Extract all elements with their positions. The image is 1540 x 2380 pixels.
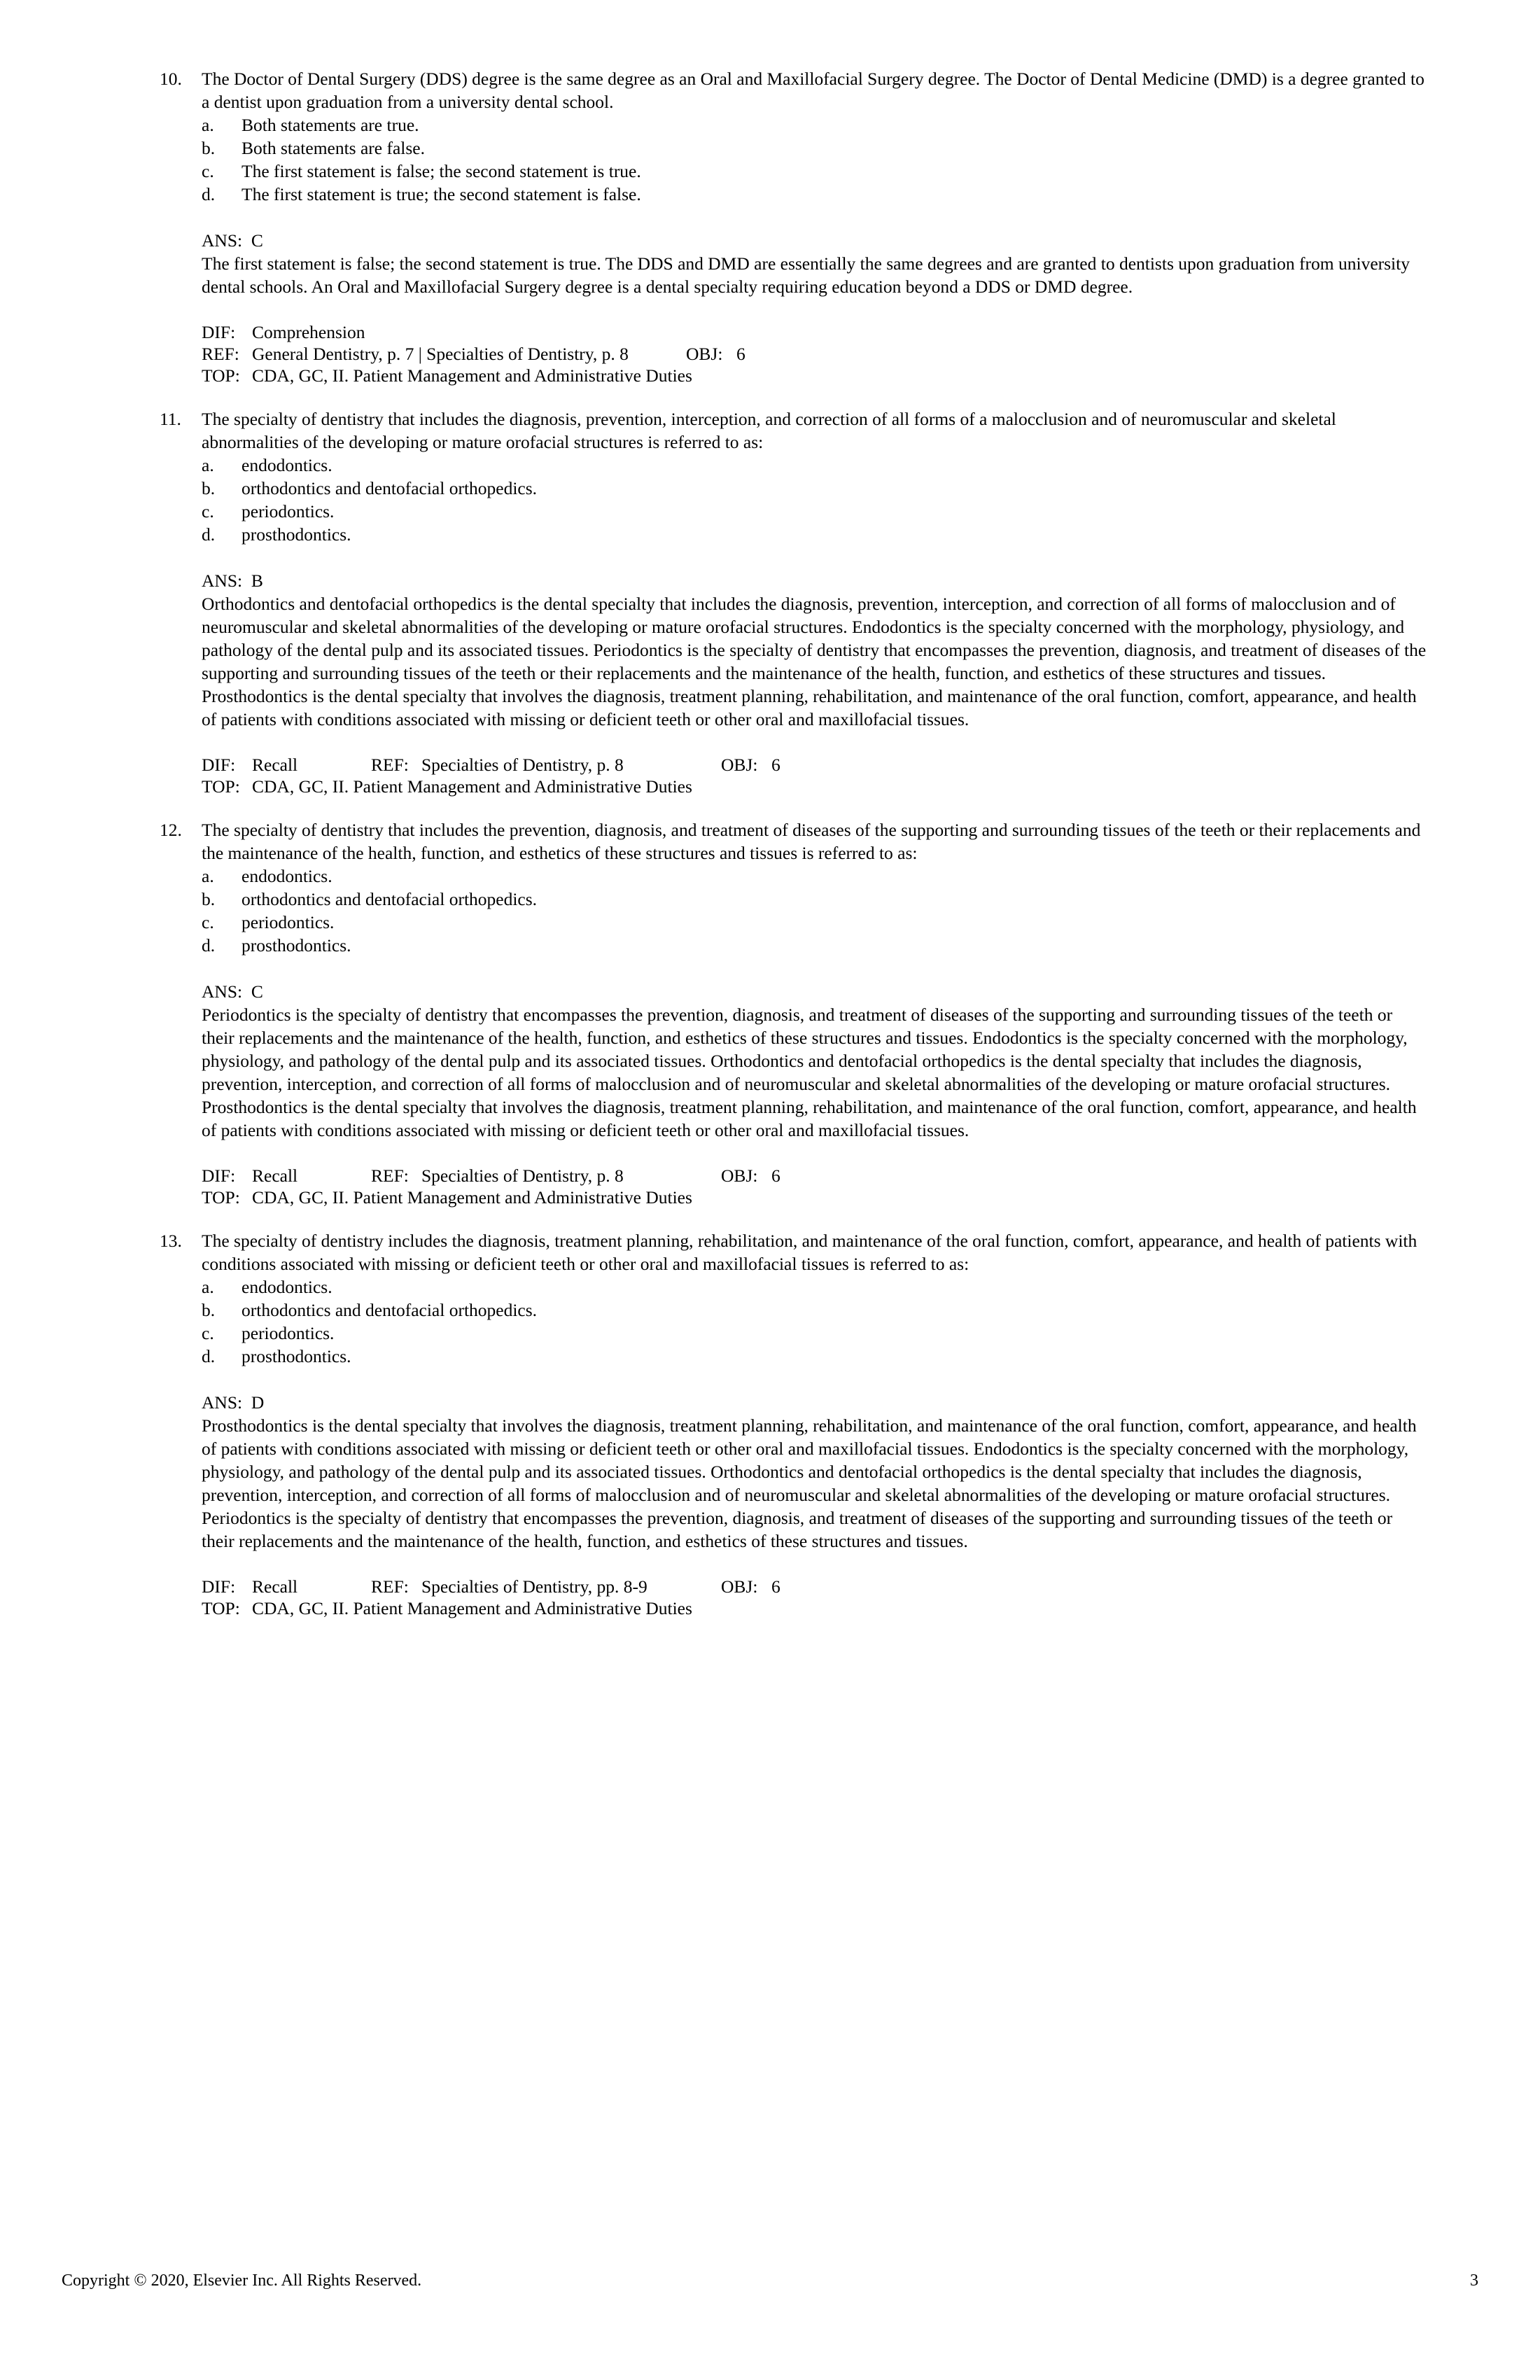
- top-label: TOP:: [202, 1598, 240, 1618]
- option-letter: b.: [202, 138, 216, 158]
- obj-label: OBJ:: [686, 344, 723, 364]
- option-text: orthodontics and dentofacial orthopedics.: [241, 1300, 538, 1320]
- metadata-top-row: [202, 365, 1428, 386]
- option-text: orthodontics and dentofacial orthopedics.: [241, 478, 538, 498]
- dif-value: Comprehension: [252, 322, 365, 342]
- dif-label: DIF:: [202, 1576, 236, 1597]
- question-block-10: [160, 67, 1428, 386]
- option-text: periodontics.: [241, 912, 335, 932]
- answer-options-list: [160, 113, 1428, 206]
- option-letter: a.: [202, 115, 214, 135]
- option-text: periodontics.: [241, 1323, 335, 1343]
- question-number: 12.: [160, 820, 182, 840]
- option-letter: a.: [202, 1277, 214, 1297]
- answer-rationale: The first statement is false; the second statement is true. The DDS and DMD are essentially the same degrees and are granted to dentists upon graduation from university dental schools. An Oral and Maxillofacial Surgery degree is a dental specialty requiring education beyond a DDS or DMD degree.: [202, 253, 1410, 297]
- top-label: TOP:: [202, 1187, 240, 1208]
- option-row[interactable]: [202, 454, 1428, 477]
- metadata-block: [160, 1165, 1428, 1208]
- option-text: Both statements are false.: [241, 138, 425, 158]
- metadata-dif-row: [202, 321, 1428, 343]
- option-letter: c.: [202, 161, 214, 181]
- option-letter: c.: [202, 912, 214, 932]
- ref-label: REF:: [371, 1166, 409, 1186]
- question-number: 13.: [160, 1231, 182, 1251]
- answer-options-list: [160, 864, 1428, 957]
- option-text: Both statements are true.: [241, 115, 419, 135]
- option-letter: a.: [202, 866, 214, 886]
- answer-line: ANS: C: [202, 981, 263, 1002]
- option-letter: d.: [202, 184, 216, 204]
- question-stem-row: [160, 407, 1428, 454]
- obj-value: 6: [771, 1166, 780, 1186]
- ref-label: REF:: [371, 1576, 409, 1597]
- answer-rationale: Orthodontics and dentofacial orthopedics is the dental specialty that includes the diagnosis, prevention, interception, and correction of all forms of malocclusion and of neuromuscular and skeletal abnormalities of the developing or mature orofacial structures. Endodontics is the specialty concerned with the morphology, physiology, and pathology of the dental pulp and its associated tissues. Periodontics is the specialty of dentistry that encompasses the prevention, diagnosis, and treatment of diseases of the supporting and surrounding tissues of the teeth or their replacements and the maintenance of the health, function, and esthetics of these structures and tissues. Prosthodontics is the dental specialty that involves the diagnosis, treatment planning, rehabilitation, and maintenance of the oral function, comfort, appearance, and health of patients with conditions associated with missing or deficient teeth or other oral and maxillofacial tissues.: [202, 594, 1427, 729]
- question-block-11: [160, 407, 1428, 797]
- question-stem: The Doctor of Dental Surgery (DDS) degree is the same degree as an Oral and Maxillofacial Surgery degree. The Doctor of Dental Medicine (DMD) is a degree granted to a dentist upon graduation from a university dental school.: [202, 69, 1424, 112]
- copyright-notice: Copyright © 2020, Elsevier Inc. All Rights Reserved.: [62, 2272, 422, 2290]
- dif-value: Recall: [252, 1576, 298, 1597]
- question-number: 11.: [160, 409, 181, 429]
- obj-value: 6: [771, 1576, 780, 1597]
- ref-value: Specialties of Dentistry, p. 8: [421, 1166, 624, 1186]
- answer-line: ANS: D: [202, 1392, 265, 1413]
- option-row[interactable]: [202, 934, 1428, 957]
- dif-label: DIF:: [202, 1166, 236, 1186]
- answer-block: [160, 229, 1428, 298]
- option-letter: b.: [202, 1300, 216, 1320]
- option-row[interactable]: [202, 160, 1428, 183]
- option-text: endodontics.: [241, 455, 332, 475]
- answer-block: [160, 980, 1428, 1142]
- metadata-dif-ref-obj-row: [202, 1165, 1428, 1186]
- option-text: The first statement is false; the second statement is true.: [241, 161, 641, 181]
- option-letter: d.: [202, 1346, 216, 1366]
- option-text: endodontics.: [241, 1277, 332, 1297]
- option-text: orthodontics and dentofacial orthopedics.: [241, 889, 538, 909]
- top-value: CDA, GC, II. Patient Management and Administrative Duties: [252, 1187, 692, 1208]
- top-label: TOP:: [202, 776, 240, 797]
- option-letter: a.: [202, 455, 214, 475]
- question-number: 10.: [160, 69, 182, 89]
- metadata-block: [160, 1576, 1428, 1619]
- option-text: endodontics.: [241, 866, 332, 886]
- option-row[interactable]: [202, 477, 1428, 500]
- option-letter: b.: [202, 889, 216, 909]
- option-row[interactable]: [202, 911, 1428, 934]
- option-row[interactable]: [202, 500, 1428, 523]
- dif-label: DIF:: [202, 755, 236, 775]
- obj-label: OBJ:: [721, 1576, 758, 1597]
- option-row[interactable]: [202, 136, 1428, 160]
- obj-label: OBJ:: [721, 1166, 758, 1186]
- option-row[interactable]: [202, 523, 1428, 546]
- answer-options-list: [160, 1275, 1428, 1368]
- option-text: The first statement is true; the second statement is false.: [241, 184, 641, 204]
- option-row[interactable]: [202, 183, 1428, 206]
- question-stem-row: [160, 818, 1428, 864]
- ref-value: General Dentistry, p. 7 | Specialties of Dentistry, p. 8: [252, 344, 629, 364]
- option-row[interactable]: [202, 113, 1428, 136]
- option-row[interactable]: [202, 1298, 1428, 1322]
- metadata-top-row: [202, 1597, 1428, 1619]
- ref-label: REF:: [202, 344, 239, 364]
- obj-value: 6: [771, 755, 780, 775]
- option-letter: c.: [202, 501, 214, 522]
- answer-block: [160, 1391, 1428, 1553]
- question-stem: The specialty of dentistry that includes the prevention, diagnosis, and treatment of diseases of the supporting and surrounding tissues of the teeth or their replacements and the maintenance of the health, function, and esthetics of these structures and tissues is referred to as:: [202, 820, 1421, 863]
- metadata-top-row: [202, 1186, 1428, 1208]
- metadata-block: [160, 321, 1428, 386]
- option-row[interactable]: [202, 1345, 1428, 1368]
- answer-block: [160, 569, 1428, 731]
- question-block-12: [160, 818, 1428, 1208]
- metadata-block: [160, 754, 1428, 797]
- question-stem-row: [160, 1229, 1428, 1275]
- obj-label: OBJ:: [721, 755, 758, 775]
- option-text: prosthodontics.: [241, 1346, 351, 1366]
- top-value: CDA, GC, II. Patient Management and Administrative Duties: [252, 776, 692, 797]
- top-value: CDA, GC, II. Patient Management and Administrative Duties: [252, 365, 692, 386]
- metadata-dif-ref-obj-row: [202, 1576, 1428, 1597]
- option-letter: c.: [202, 1323, 214, 1343]
- page-footer: [62, 2270, 1478, 2291]
- option-text: periodontics.: [241, 501, 335, 522]
- dif-value: Recall: [252, 755, 298, 775]
- answer-options-list: [160, 454, 1428, 546]
- option-row[interactable]: [202, 888, 1428, 911]
- option-row[interactable]: [202, 1322, 1428, 1345]
- ref-label: REF:: [371, 755, 409, 775]
- option-letter: d.: [202, 935, 216, 955]
- obj-value: 6: [736, 344, 746, 364]
- option-text: prosthodontics.: [241, 935, 351, 955]
- ref-value: Specialties of Dentistry, pp. 8-9: [421, 1576, 648, 1597]
- answer-line: ANS: C: [202, 230, 263, 251]
- top-label: TOP:: [202, 365, 240, 386]
- question-stem: The specialty of dentistry includes the diagnosis, treatment planning, rehabilitation, and maintenance of the oral function, comfort, appearance, and health of patients with conditions associated with missing or deficient teeth or other oral and maxillofacial tissues is referred to as:: [202, 1231, 1418, 1274]
- questions-container: [160, 67, 1428, 1619]
- metadata-top-row: [202, 776, 1428, 797]
- option-letter: b.: [202, 478, 216, 498]
- page-number: 3: [1470, 2272, 1478, 2290]
- question-block-13: [160, 1229, 1428, 1619]
- option-row[interactable]: [202, 864, 1428, 888]
- answer-rationale: Prosthodontics is the dental specialty that involves the diagnosis, treatment planning, rehabilitation, and maintenance of the oral function, comfort, appearance, and health of patients with conditions associated with missing or deficient teeth or other oral and maxillofacial tissues. Endodontics is the specialty concerned with the morphology, physiology, and pathology of the dental pulp and its associated tissues. Orthodontics and dentofacial orthopedics is the dental specialty that includes the diagnosis, prevention, interception, and correction of all forms of malocclusion and of neuromuscular and skeletal abnormalities of the developing or mature orofacial structures. Periodontics is the specialty of dentistry that encompasses the prevention, diagnosis, and treatment of diseases of the supporting and surrounding tissues of the teeth or their replacements and the maintenance of the health, function, and esthetics of these structures and tissues.: [202, 1415, 1417, 1551]
- ref-value: Specialties of Dentistry, p. 8: [421, 755, 624, 775]
- question-stem: The specialty of dentistry that includes the diagnosis, prevention, interception, and correction of all forms of a malocclusion and of neuromuscular and skeletal abnormalities of the developing or mature orofacial structures is referred to as:: [202, 409, 1336, 452]
- question-stem-row: [160, 67, 1428, 113]
- metadata-dif-ref-obj-row: [202, 754, 1428, 776]
- answer-line: ANS: B: [202, 570, 263, 591]
- metadata-ref-row: [202, 343, 1428, 365]
- option-letter: d.: [202, 524, 216, 545]
- dif-value: Recall: [252, 1166, 298, 1186]
- top-value: CDA, GC, II. Patient Management and Administrative Duties: [252, 1598, 692, 1618]
- option-row[interactable]: [202, 1275, 1428, 1298]
- option-text: prosthodontics.: [241, 524, 351, 545]
- dif-label: DIF:: [202, 322, 236, 342]
- answer-rationale: Periodontics is the specialty of dentistry that encompasses the prevention, diagnosis, and treatment of diseases of the supporting and surrounding tissues of the teeth or their replacements and the maintenance of the health, function, and esthetics of these structures and tissues. Endodontics is the specialty concerned with the morphology, physiology, and pathology of the dental pulp and its associated tissues. Orthodontics and dentofacial orthopedics is the dental specialty that includes the diagnosis, prevention, interception, and correction of all forms of malocclusion and of neuromuscular and skeletal abnormalities of the developing or mature orofacial structures. Prosthodontics is the dental specialty that involves the diagnosis, treatment planning, rehabilitation, and maintenance of the oral function, comfort, appearance, and health of patients with conditions associated with missing or deficient teeth or other oral and maxillofacial tissues.: [202, 1004, 1417, 1140]
